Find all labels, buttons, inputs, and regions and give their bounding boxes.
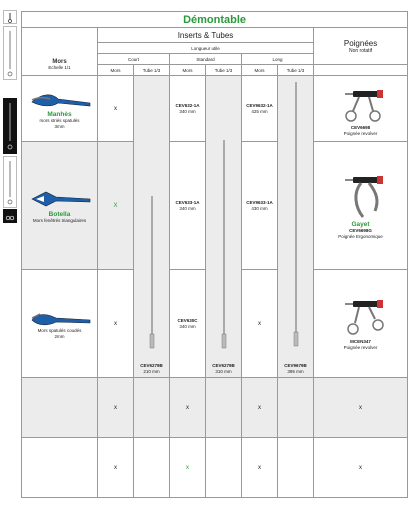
std-ref-3: CEV630C	[177, 317, 198, 323]
instrument-icon	[3, 26, 17, 80]
court-mors-x: x	[98, 76, 134, 142]
handle-desc-2: Poignée Ergonomique	[338, 234, 383, 239]
tube-court-image	[148, 194, 156, 354]
poignees-label: Poignées	[343, 38, 378, 48]
jaw-cell-manhes	[22, 76, 98, 142]
long-ref-1: CEV9632-1A	[246, 102, 273, 108]
row5-handle-x: x	[314, 438, 408, 498]
col-mors-long: Mors	[242, 65, 278, 76]
standard-heading: Standard	[170, 54, 242, 65]
std-mors-cell-1	[170, 76, 206, 142]
jaw-manhes-image	[28, 89, 92, 111]
handles-heading	[314, 28, 408, 65]
row4-court-x: x	[98, 378, 134, 438]
col-tube-court: Tube 1/3	[134, 65, 170, 76]
jaw-botella-image	[28, 187, 92, 211]
handle-ref-2: CEV6698G	[349, 228, 372, 233]
jaw-name-manhes: Manhès	[47, 111, 72, 118]
handle-cell-2	[314, 142, 408, 270]
row4-std-x: x	[170, 378, 206, 438]
std-len-2: 340 mm	[179, 205, 196, 211]
long-len-2: 430 mm	[251, 205, 268, 211]
std-ref-2: CEV633-1A	[175, 199, 200, 205]
long-heading: Long	[242, 54, 314, 65]
handle-ref-3: MCEN347	[350, 338, 371, 344]
mors-label: Mors	[52, 58, 67, 65]
row5-std-x: x	[170, 438, 206, 498]
std-len-3: 340 mm	[179, 323, 196, 329]
jaw-name-botella: Botella	[48, 211, 71, 218]
tube-court-len: 210 mm	[143, 369, 160, 374]
col-mors-court: Mors	[98, 65, 134, 76]
court-mors-x-2: X	[98, 142, 134, 270]
handle-desc-1: Poignée revolver	[343, 130, 378, 136]
handle-ref-1: CEV6698	[350, 124, 371, 130]
long-mors-x-3: x	[242, 270, 278, 378]
handle-revolver-image-2	[331, 297, 391, 339]
long-mors-cell-1	[242, 76, 278, 142]
row5-long-x: x	[242, 438, 278, 498]
tube-court-ref: CEV6279B	[140, 363, 163, 368]
tube-long-image	[292, 80, 300, 358]
col-mors-std: Mors	[170, 65, 206, 76]
side-strip	[0, 0, 19, 527]
jaw-coudes-image	[28, 308, 92, 328]
tube-long-ref: CEV9679B	[284, 363, 307, 368]
tube-std-ref: CEV6279B	[212, 363, 235, 368]
scissors-dark-icon	[3, 209, 17, 223]
tube-std-image	[220, 138, 228, 356]
col-tube-long: Tube 1/3	[278, 65, 314, 76]
inserts-tubes-heading: Inserts & Tubes	[98, 28, 314, 43]
tube-std-len: 310 mm	[215, 369, 232, 374]
row5-court-x: x	[98, 438, 134, 498]
handle-cell-1	[314, 76, 408, 142]
long-ref-2: CEV9633-1A	[246, 199, 273, 205]
std-len-1: 340 mm	[179, 108, 196, 114]
tube-long-len: 395 mm	[287, 369, 304, 374]
jaw-desc-botella: Mors fenêtrés triangulaires	[32, 218, 87, 223]
scissors-icon	[3, 10, 17, 24]
long-len-1: 425 mm	[251, 108, 268, 114]
mors-heading	[22, 54, 98, 76]
handle-cell-3	[314, 270, 408, 378]
tube-std-cell	[206, 76, 242, 378]
handle-name-gayet: Gayet	[351, 221, 370, 228]
std-mors-cell-2	[170, 142, 206, 270]
row4-handle-x: x	[314, 378, 408, 438]
long-mors-cell-2	[242, 142, 278, 270]
longueur-heading: Longueur utile	[98, 43, 314, 54]
jaw-cell-botella	[22, 142, 98, 270]
tube-court-cell	[134, 76, 170, 378]
non-rotatif-label: Non rotatif	[349, 47, 373, 54]
echelle-label: Echelle 1/1	[48, 64, 71, 70]
handle-ergonomic-image	[331, 171, 391, 221]
page-title: Démontable	[22, 12, 408, 28]
handle-revolver-image	[331, 85, 391, 125]
tube-long-cell	[278, 76, 314, 378]
instrument-icon-2	[3, 156, 17, 208]
catalog-table	[21, 11, 408, 498]
std-ref-1: CEV632-1A	[175, 102, 200, 108]
court-mors-x-3: x	[98, 270, 134, 378]
jaw-desc-coudes: Mors spatulés coudés 2mm	[37, 327, 82, 339]
jaw-cell-coudes	[22, 270, 98, 378]
jaw-desc-manhes: mors striés spatulés 3mm	[39, 118, 80, 129]
handle-desc-3: Poignée revolver	[343, 344, 378, 350]
std-mors-cell-3	[170, 270, 206, 378]
row4-long-x: x	[242, 378, 278, 438]
active-instrument-icon	[3, 98, 17, 154]
col-tube-std: Tube 1/3	[206, 65, 242, 76]
court-heading: Court	[98, 54, 170, 65]
